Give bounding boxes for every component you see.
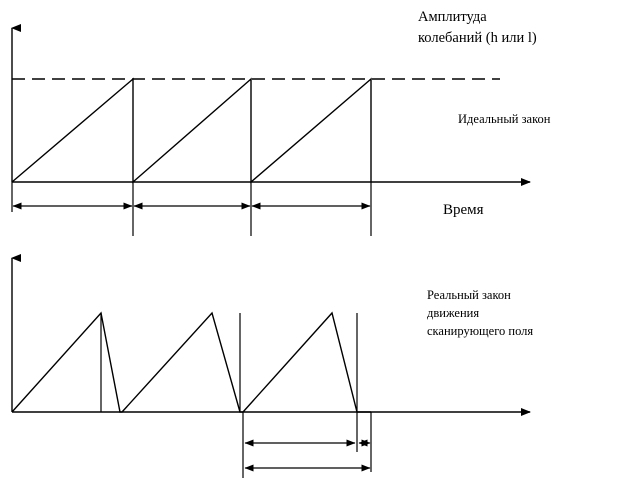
amplitude-axis-title-line1: Амплитуда	[418, 9, 487, 25]
real-law-label-line1: Реальный закон	[427, 288, 511, 302]
time-axis-label: Время	[443, 202, 484, 218]
real-law-label-line3: сканирующего поля	[427, 324, 534, 338]
amplitude-axis-title-line2: колебаний (h или l)	[418, 30, 537, 46]
ideal-sawtooth-waveform	[12, 79, 371, 182]
ideal-law-label: Идеальный закон	[458, 112, 551, 126]
real-sawtooth-waveform	[12, 313, 371, 412]
real-law-label-line2: движения	[427, 306, 480, 320]
